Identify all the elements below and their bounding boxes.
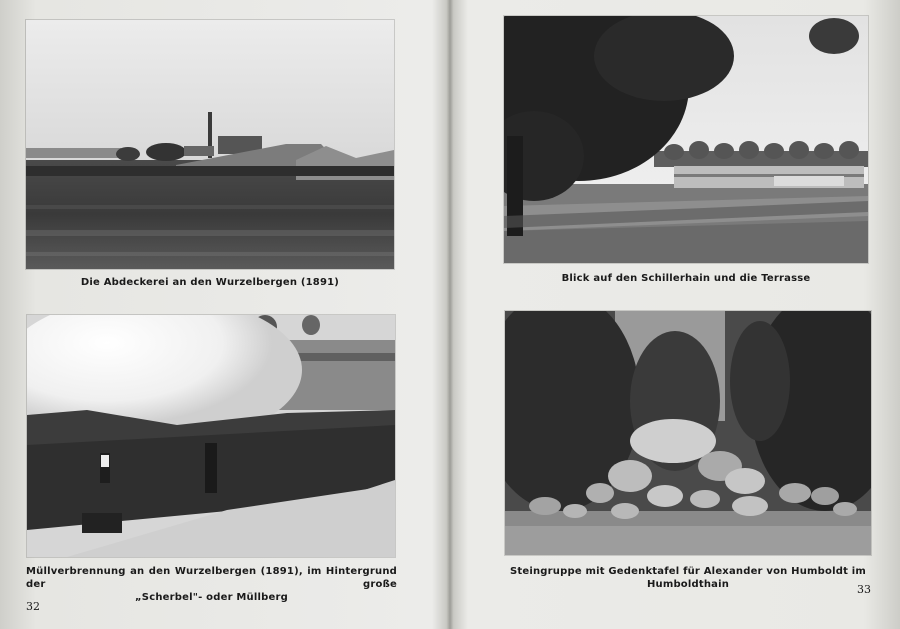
photo-schillerhain (504, 16, 868, 263)
caption-muellverbrennung-line1: Müllverbrennung an den Wurzelbergen (1891), im Hintergrund der große (26, 566, 397, 590)
right-page (451, 0, 900, 629)
photo-muellverbrennung (27, 315, 395, 557)
page-number-right: 33 (857, 583, 871, 596)
page-number-left: 32 (26, 600, 40, 613)
caption-muellverbrennung (26, 565, 397, 604)
caption-abdeckerei: Die Abdeckerei an den Wurzelbergen (1891) (80, 277, 340, 288)
photo-abdeckerei (26, 20, 394, 269)
left-page (0, 0, 449, 629)
photo-steingruppe (505, 311, 871, 555)
caption-muellverbrennung-line2: „Scherbel"- oder Müllberg (135, 592, 288, 603)
caption-schillerhain: Blick auf den Schillerhain und die Terrasse (561, 273, 811, 284)
caption-steingruppe: Steingruppe mit Gedenktafel für Alexander von Humboldt im Humboldthain (509, 566, 866, 590)
